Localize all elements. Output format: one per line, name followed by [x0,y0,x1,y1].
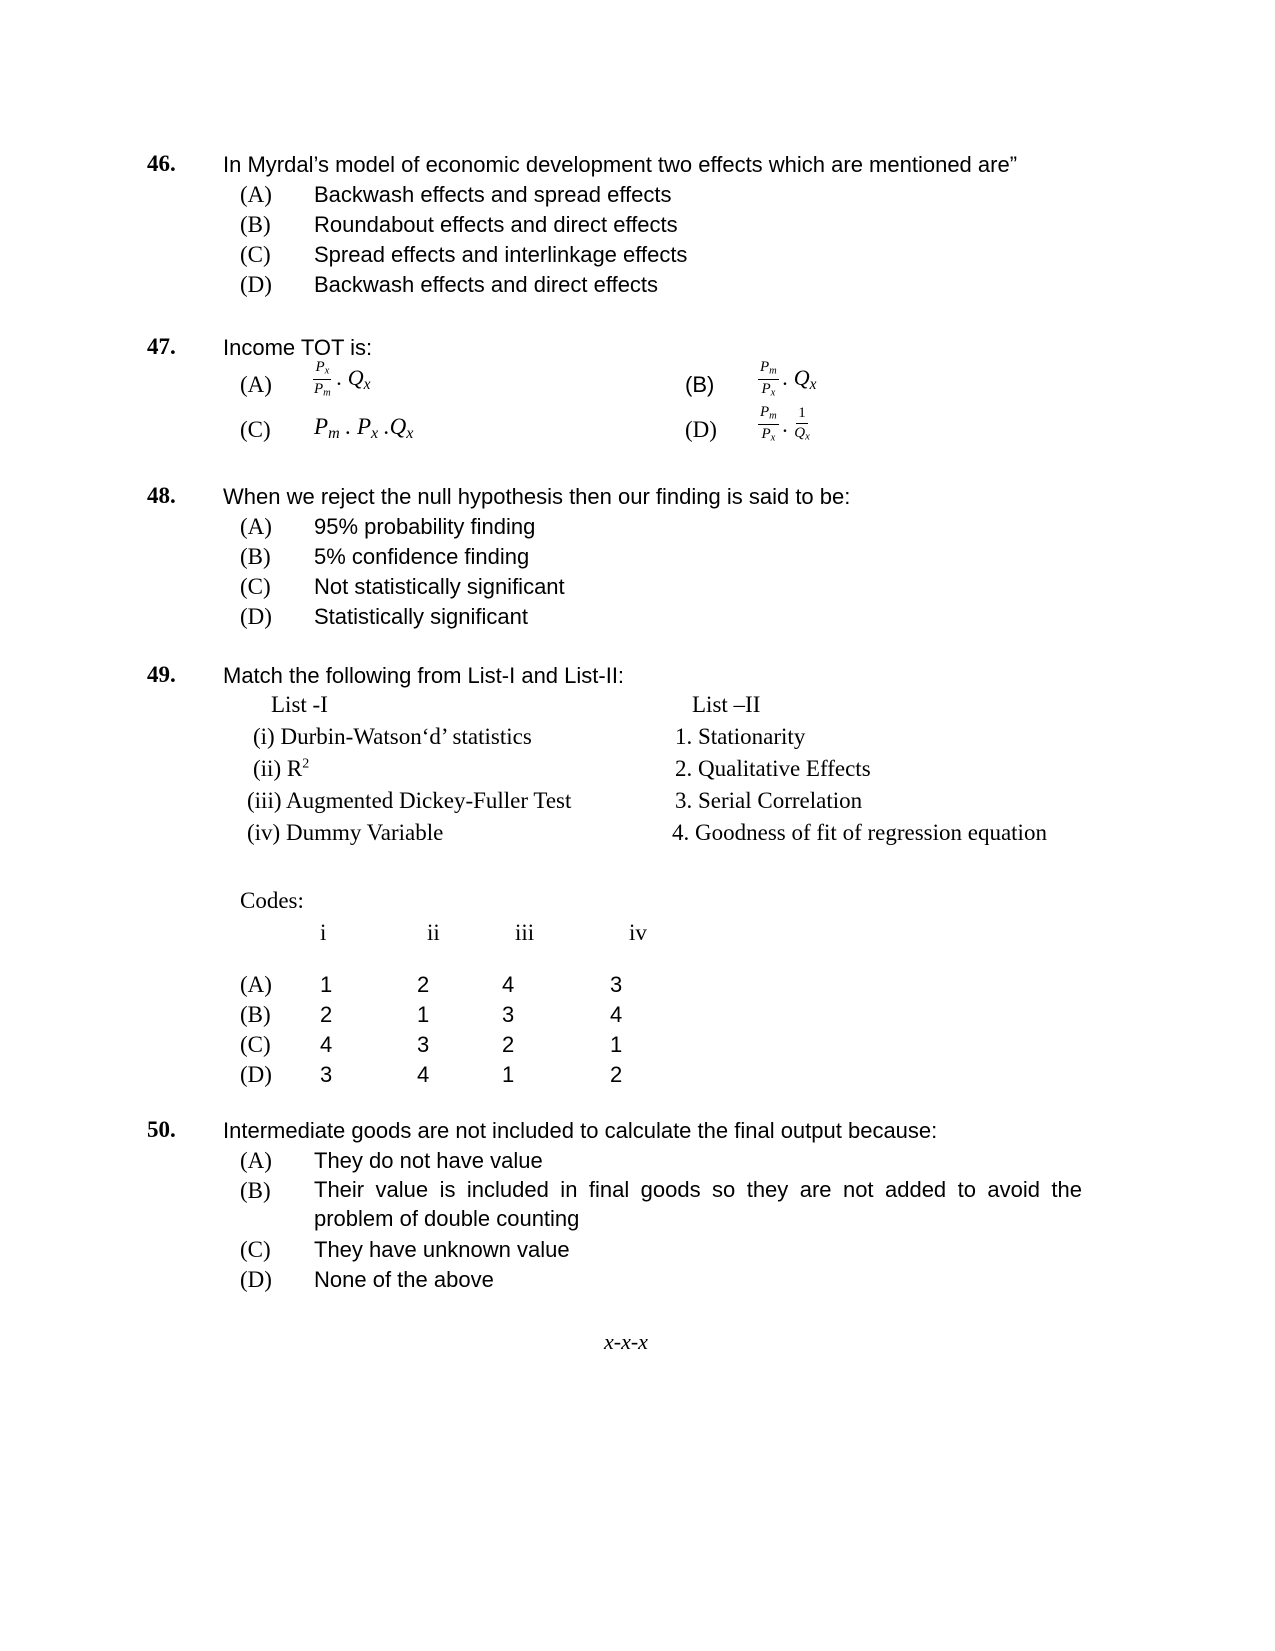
option-label: (A) [240,182,272,207]
question-text: Match the following from List-I and List-II: [223,663,625,688]
option-label: (D) [240,604,272,629]
code-value: 1 [417,1002,430,1027]
question-number: 47. [147,334,176,359]
list2-item: 3. Serial Correlation [675,788,863,813]
code-label: (C) [240,1032,271,1057]
code-label: (B) [240,1002,271,1027]
list2-item: 1. Stationarity [675,724,806,749]
formula-d: $\frac{P_m}{P_x}$ . $\frac{1}{Q_x}$ [760,404,810,444]
list1-item: (i) Durbin-Watson‘d’ statistics [253,724,532,749]
option-label: (C) [240,242,271,267]
option-label: (B) [240,544,271,569]
option-text: They have unknown value [314,1237,570,1262]
option-label: (D) [240,272,272,297]
code-header: iv [629,920,647,945]
code-value: 1 [320,972,333,997]
option-label: (D) [240,1267,272,1292]
list2-item: 4. Goodness of fit of regression equation [672,820,1047,845]
codes-label: Codes: [240,888,304,913]
list1-item: (iii) Augmented Dickey-Fuller Test [247,788,572,813]
option-text: Backwash effects and direct effects [314,272,659,297]
code-value: 4 [610,1002,623,1027]
question-number: 46. [147,151,176,176]
question-text: In Myrdal’s model of economic development two effects which are mentioned are” [223,152,1018,177]
code-header: ii [427,920,440,945]
formula-b: $\frac{P_m}{P_x}$ . $Q_x$ [760,359,817,399]
option-label: (C) [240,1237,271,1262]
code-header: i [320,920,327,945]
option-label: (C) [240,417,271,442]
option-text: They do not have value [314,1148,543,1173]
code-value: 4 [417,1062,430,1087]
code-value: 2 [320,1002,333,1027]
option-text: Roundabout effects and direct effects [314,212,678,237]
code-header: iii [515,920,535,945]
code-value: 4 [320,1032,333,1057]
option-label: (B) [685,372,715,397]
option-label: (A) [240,372,272,397]
question-text: Intermediate goods are not included to calculate the final output because: [223,1118,938,1143]
code-value: 2 [417,972,430,997]
formula-a: $\frac{P_x}{P_m}$ . $Q_x$ [314,359,371,399]
option-text: Spread effects and interlinkage effects [314,242,688,267]
option-text: 95% probability finding [314,514,536,539]
option-text: Not statistically significant [314,574,565,599]
page-footer: x-x-x [604,1329,648,1354]
list2-item: 2. Qualitative Effects [675,756,871,781]
question-text: Income TOT is: [223,335,373,360]
code-value: 2 [610,1062,623,1087]
code-value: 3 [320,1062,333,1087]
code-label: (D) [240,1062,272,1087]
option-text-continued: problem of double counting [314,1206,580,1231]
option-text: Their value is included in final goods so they are not added to avoid the [314,1177,1082,1202]
question-number: 50. [147,1117,176,1142]
question-number: 48. [147,483,176,508]
code-value: 1 [610,1032,623,1057]
option-text: 5% confidence finding [314,544,530,569]
option-text: Backwash effects and spread effects [314,182,672,207]
option-label: (A) [240,514,272,539]
code-value: 2 [502,1032,515,1057]
list1-header: List -I [271,692,328,717]
list1-item: (iv) Dummy Variable [247,820,444,845]
option-text: Statistically significant [314,604,528,629]
list2-header: List –II [692,692,761,717]
formula-c: $P_m$ . $P_x$ $.Q_x$ [314,414,414,443]
code-value: 4 [502,972,515,997]
list1-item: (ii) $R^2$ [253,756,310,781]
option-label: (D) [685,417,717,442]
option-label: (B) [240,1178,271,1203]
code-label: (A) [240,972,272,997]
code-value: 3 [610,972,623,997]
option-label: (A) [240,1148,272,1173]
code-value: 3 [502,1002,515,1027]
code-value: 1 [502,1062,515,1087]
question-text: When we reject the null hypothesis then our finding is said to be: [223,484,851,509]
code-value: 3 [417,1032,430,1057]
option-label: (C) [240,574,271,599]
option-label: (B) [240,212,271,237]
option-text: None of the above [314,1267,494,1292]
question-number: 49. [147,662,176,687]
